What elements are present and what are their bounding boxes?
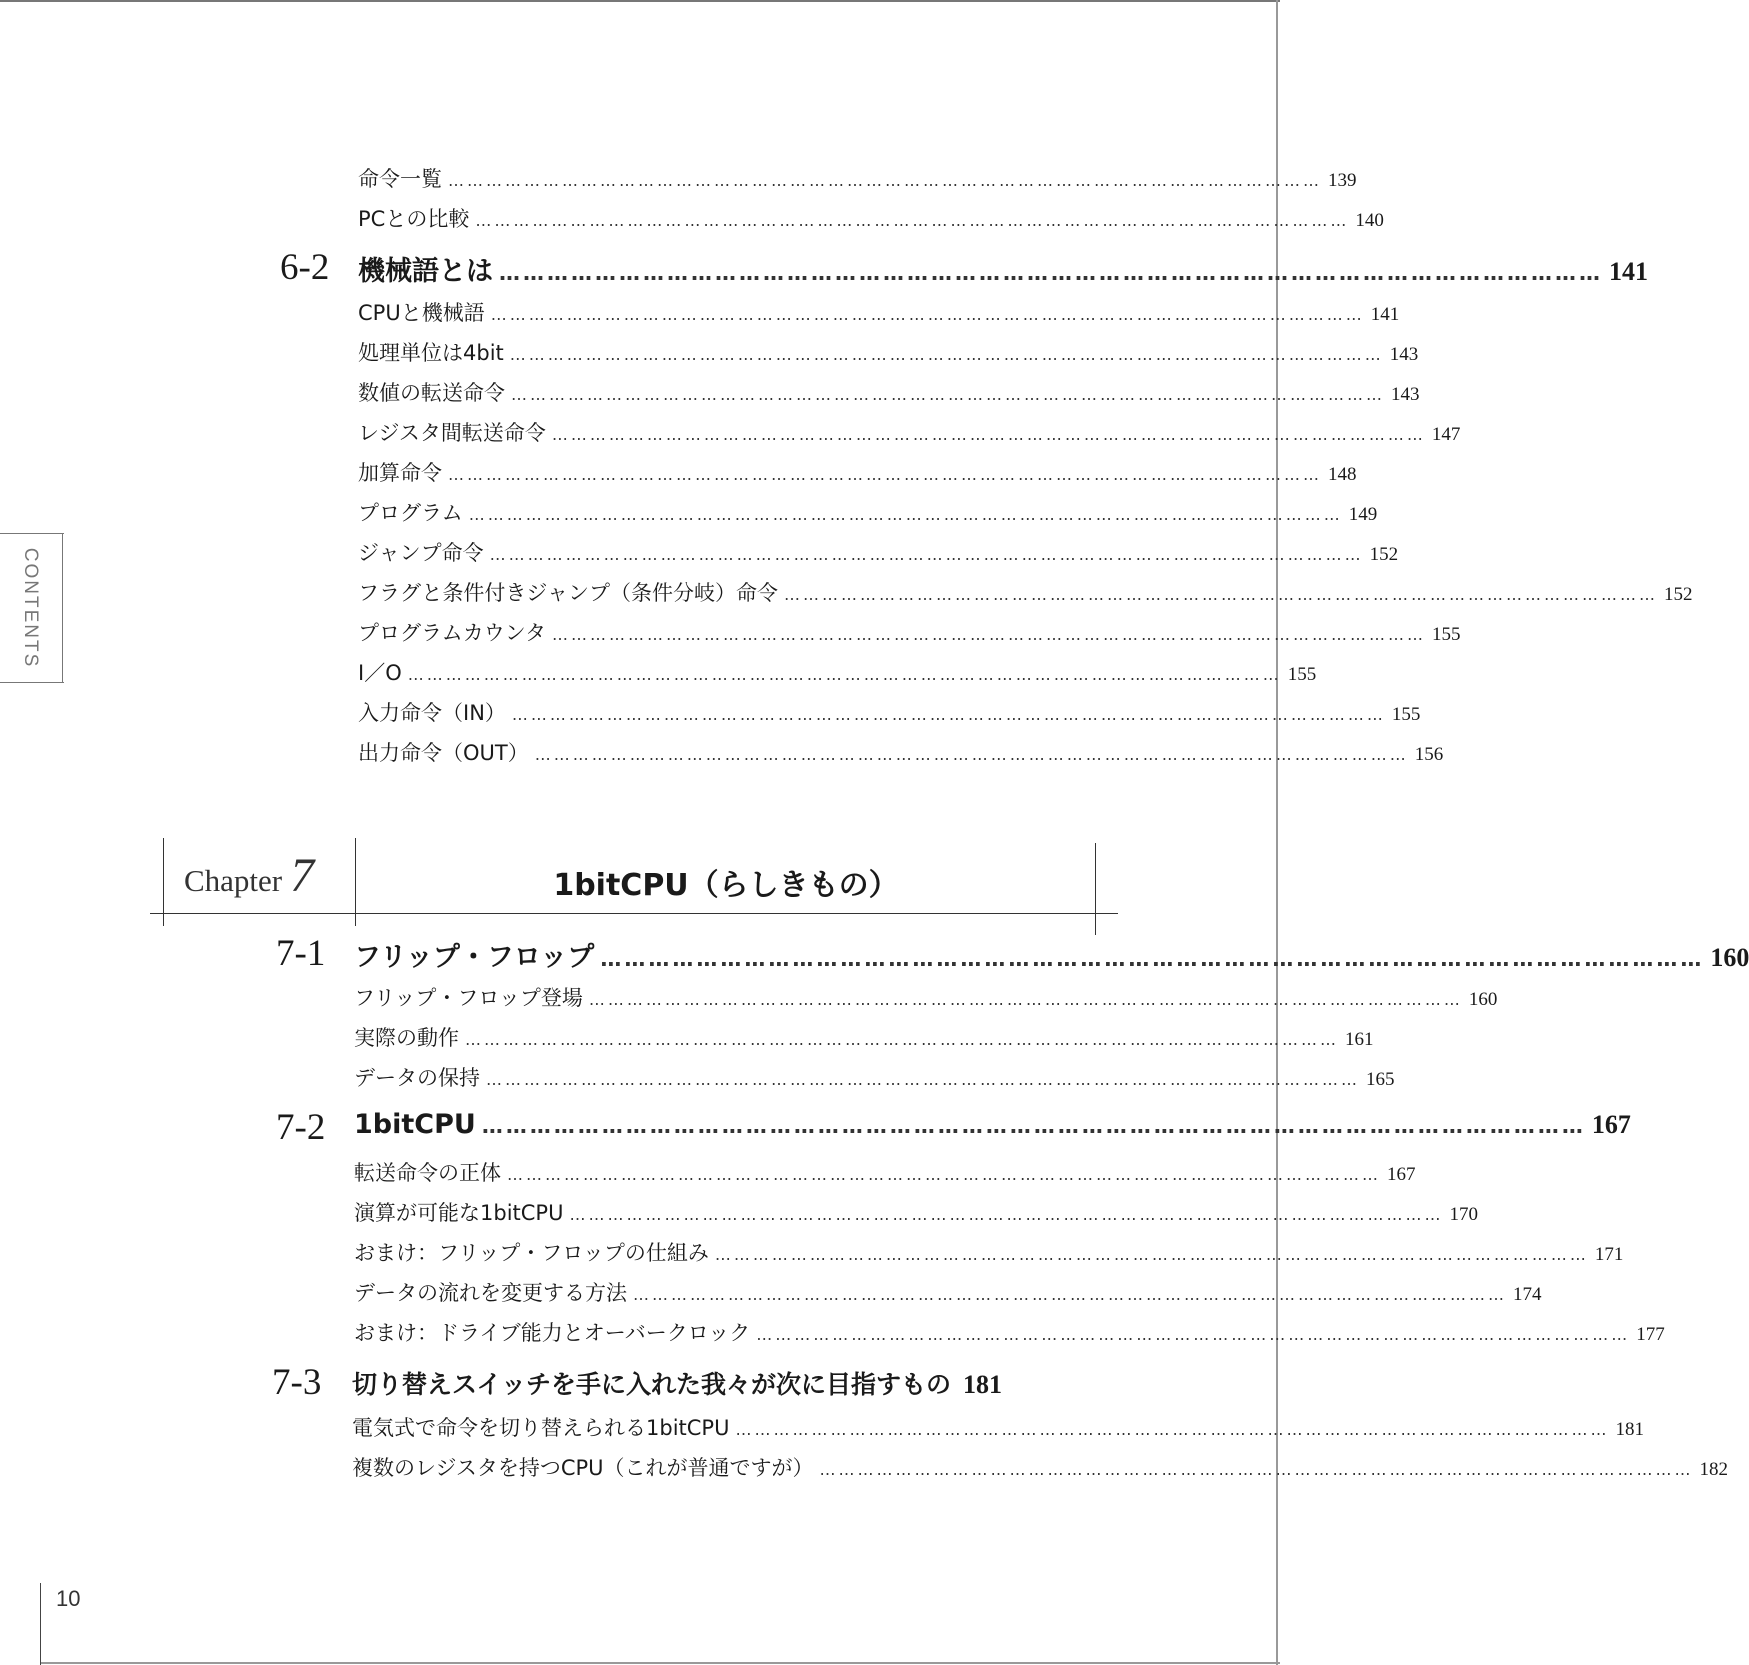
toc-entry[interactable] — [354, 1277, 1542, 1311]
toc-entry-page: 143 — [1389, 344, 1419, 365]
section-title: 切り替えスイッチを手に入れた我々が次に目指すもの — [352, 1370, 952, 1399]
chapter-title: 1bitCPU（らしきもの） — [553, 868, 899, 903]
toc-entry[interactable] — [358, 537, 1399, 571]
toc-entry[interactable] — [354, 1157, 1416, 1191]
toc-entry-page: 155 — [1287, 664, 1317, 685]
toc-entry-title: プログラムカウンタ — [358, 621, 546, 645]
toc-entry-page: 171 — [1594, 1244, 1624, 1265]
section-heading[interactable] — [352, 1365, 1003, 1411]
side-tab-label: CONTENTS — [20, 547, 41, 669]
chapter-rule-bottom — [150, 913, 1118, 914]
toc-entry-title: フラグと条件付きジャンプ（条件分岐）命令 — [358, 581, 778, 605]
toc-entry[interactable] — [358, 497, 1378, 531]
chapter-label — [184, 848, 314, 903]
toc-entry[interactable] — [354, 982, 1498, 1016]
leader-dots: ………………………………………………………………………………………………………………………… — [490, 305, 1365, 324]
toc-entry-title: 処理単位は4bit — [358, 341, 504, 365]
toc-entry-page: 167 — [1387, 1164, 1416, 1185]
toc-entry-title: 命令一覧 — [358, 167, 442, 191]
toc-entry[interactable] — [358, 617, 1461, 651]
toc-entry-page: 149 — [1348, 504, 1378, 525]
toc-entry[interactable] — [358, 417, 1461, 451]
toc-entry-title: おまけ：ドライブ能力とオーバークロック — [354, 1321, 751, 1345]
toc-entry-page: 139 — [1328, 170, 1357, 191]
toc-entry-page: 160 — [1468, 989, 1498, 1010]
leader-dots: ………………………………………………………………………………………………………………………… — [407, 665, 1282, 684]
section-page: 181 — [963, 1370, 1003, 1399]
leader-dots: ………………………………………………………………………………………………………………………… — [448, 171, 1322, 190]
toc-entry[interactable] — [358, 297, 1400, 331]
leader-dots: ………………………………………………………………………………………………………………………… — [600, 947, 1705, 971]
leader-dots: ………………………………………………………………………………………………………………………… — [507, 1165, 1381, 1184]
toc-entry-title: CPUと機械語 — [358, 301, 485, 325]
toc-entry-title: 電気式で命令を切り替えられる1bitCPU — [352, 1416, 730, 1440]
page-right-edge — [1276, 0, 1278, 1665]
leader-dots: ………………………………………………………………………………………………………………………… — [819, 1460, 1694, 1479]
side-tab-vertical-rule — [62, 533, 63, 683]
section-heading[interactable] — [354, 935, 1749, 981]
toc-entry[interactable] — [358, 457, 1357, 491]
page-bottom-edge — [40, 1662, 1280, 1664]
leader-dots: ………………………………………………………………………………………………………………………… — [481, 1114, 1586, 1138]
toc-entry-page: 141 — [1370, 304, 1400, 325]
toc-entry-title: 実際の動作 — [354, 1026, 459, 1050]
leader-dots: ………………………………………………………………………………………………………………………… — [714, 1245, 1589, 1264]
toc-entry[interactable] — [358, 697, 1421, 731]
toc-entry-title: フリップ・フロップ登場 — [354, 986, 583, 1010]
toc-entry-page: 147 — [1431, 424, 1461, 445]
leader-dots: ………………………………………………………………………………………………………………………… — [499, 261, 1603, 285]
section-heading[interactable] — [358, 249, 1648, 295]
leader-dots: ………………………………………………………………………………………………………………………… — [551, 625, 1426, 644]
chapter-number: 7 — [290, 849, 315, 902]
section-number: 7-1 — [276, 933, 326, 974]
toc-entry-title: プログラム — [358, 501, 463, 525]
toc-entry-page: 181 — [1615, 1419, 1644, 1440]
toc-entry[interactable] — [358, 657, 1317, 691]
section-page: 167 — [1591, 1110, 1631, 1139]
toc-entry-page: 152 — [1664, 584, 1693, 605]
section-title: 1bitCPU — [354, 1109, 476, 1140]
page-number-rule — [40, 1583, 41, 1665]
toc-entry-page: 152 — [1369, 544, 1399, 565]
toc-entry-page: 170 — [1449, 1204, 1478, 1225]
toc-entry[interactable] — [358, 203, 1384, 237]
toc-entry[interactable] — [358, 163, 1357, 197]
toc-entry-page: 155 — [1431, 624, 1461, 645]
toc-entry-title: PCとの比較 — [358, 207, 470, 231]
toc-entry[interactable] — [354, 1197, 1478, 1231]
toc-entry-title: 数値の転送命令 — [358, 381, 505, 405]
page-top-edge — [0, 0, 1280, 2]
toc-entry-title: 入力命令（IN） — [358, 701, 506, 725]
toc-entry[interactable] — [358, 337, 1419, 371]
side-tab-top-rule — [0, 533, 64, 534]
toc-entry[interactable] — [358, 577, 1693, 611]
toc-entry-title: ジャンプ命令 — [358, 541, 484, 565]
toc-entry[interactable] — [354, 1237, 1624, 1271]
toc-entry-page: 140 — [1355, 210, 1384, 231]
side-tab-bottom-rule — [0, 682, 64, 683]
leader-dots: ………………………………………………………………………………………………………………………… — [489, 545, 1364, 564]
toc-entry-page: 182 — [1699, 1459, 1729, 1480]
page-number: 10 — [56, 1586, 81, 1611]
section-number: 6-2 — [280, 247, 330, 288]
leader-dots: ………………………………………………………………………………………………………………………… — [475, 211, 1350, 230]
section-title: フリップ・フロップ — [354, 942, 595, 973]
toc-entry[interactable] — [358, 377, 1420, 411]
toc-entry[interactable] — [352, 1412, 1644, 1446]
leader-dots: ………………………………………………………………………………………………………………………… — [486, 1070, 1360, 1089]
toc-entry[interactable] — [354, 1022, 1374, 1056]
leader-dots: ………………………………………………………………………………………………………………………… — [756, 1325, 1631, 1344]
toc-entry-page: 143 — [1391, 384, 1420, 405]
toc-entry-page: 165 — [1366, 1069, 1395, 1090]
section-number: 7-3 — [272, 1362, 322, 1403]
leader-dots: ………………………………………………………………………………………………………………………… — [465, 1030, 1339, 1049]
leader-dots: ………………………………………………………………………………………………………………………… — [633, 1285, 1507, 1304]
toc-entry-title: I／O — [358, 661, 402, 685]
section-page: 160 — [1710, 943, 1749, 972]
section-number: 7-2 — [276, 1107, 326, 1148]
toc-entry-title: レジスタ間転送命令 — [358, 421, 546, 445]
leader-dots: ………………………………………………………………………………………………………………………… — [511, 705, 1386, 724]
toc-entry-page: 174 — [1513, 1284, 1542, 1305]
toc-entry-title: 加算命令 — [358, 461, 442, 485]
leader-dots: ………………………………………………………………………………………………………………………… — [534, 745, 1409, 764]
toc-entry-page: 177 — [1636, 1324, 1665, 1345]
toc-entry[interactable] — [358, 737, 1444, 771]
toc-entry-title: データの流れを変更する方法 — [354, 1281, 627, 1305]
toc-entry-title: データの保持 — [354, 1066, 480, 1090]
section-heading[interactable] — [354, 1109, 1631, 1155]
contents-side-tab — [0, 533, 64, 683]
leader-dots: ………………………………………………………………………………………………………………………… — [468, 505, 1343, 524]
leader-dots: ………………………………………………………………………………………………………………………… — [735, 1420, 1610, 1439]
toc-entry[interactable] — [354, 1062, 1395, 1096]
toc-entry-page: 156 — [1414, 744, 1444, 765]
toc-entry-page: 161 — [1345, 1029, 1374, 1050]
section-page: 141 — [1609, 257, 1648, 286]
toc-entry-title: おまけ：フリップ・フロップの仕組み — [354, 1241, 709, 1265]
chapter-word: Chapter — [184, 863, 283, 898]
leader-dots: ………………………………………………………………………………………………………………………… — [448, 465, 1322, 484]
leader-dots: ………………………………………………………………………………………………………………………… — [551, 425, 1426, 444]
toc-entry-page: 148 — [1328, 464, 1357, 485]
toc-entry-title: 複数のレジスタを持つCPU（これが普通ですが） — [352, 1456, 814, 1480]
toc-entry[interactable] — [352, 1452, 1729, 1486]
toc-entry-title: 出力命令（OUT） — [358, 741, 529, 765]
toc-entry-page: 155 — [1391, 704, 1421, 725]
toc-entry-title: 転送命令の正体 — [354, 1161, 501, 1185]
leader-dots: ………………………………………………………………………………………………………………………… — [509, 345, 1384, 364]
leader-dots: ………………………………………………………………………………………………………………………… — [569, 1205, 1444, 1224]
leader-dots: ………………………………………………………………………………………………………………………… — [784, 585, 1658, 604]
toc-entry[interactable] — [354, 1317, 1665, 1351]
leader-dots: ………………………………………………………………………………………………………………………… — [511, 385, 1385, 404]
section-title: 機械語とは — [358, 256, 493, 287]
toc-entry-title: 演算が可能な1bitCPU — [354, 1201, 564, 1225]
leader-dots: ………………………………………………………………………………………………………………………… — [588, 990, 1463, 1009]
